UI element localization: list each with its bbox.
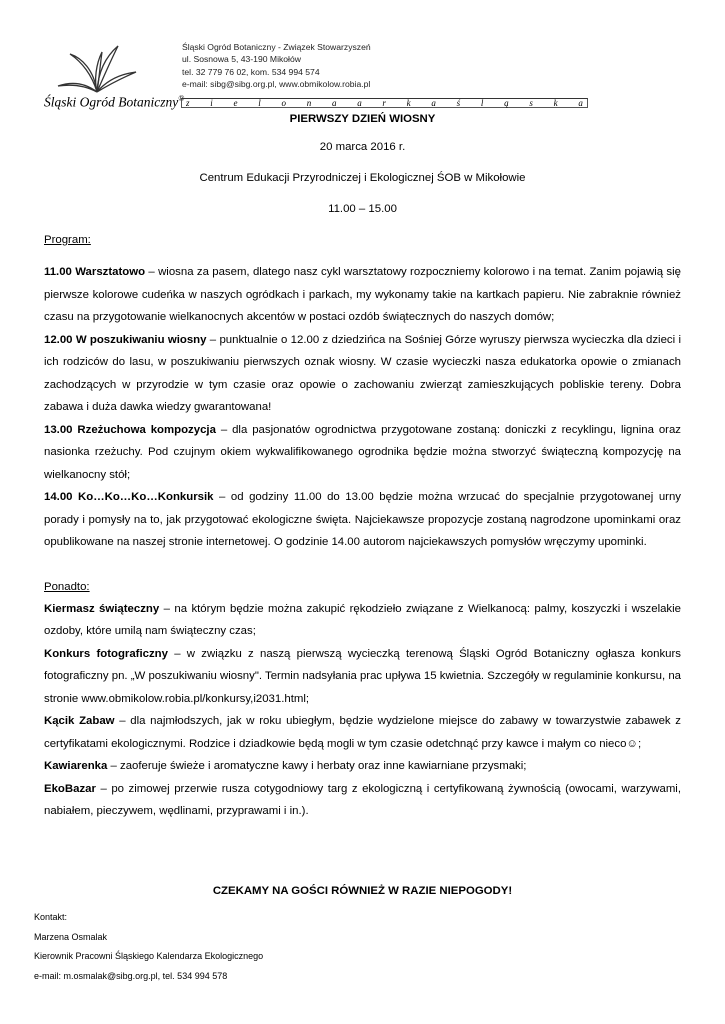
program-item: [44, 419, 681, 487]
motto-bar: [181, 98, 588, 108]
contact-block: [34, 908, 263, 986]
closing-note: CZEKAMY NA GOŚCI RÓWNIEŻ W RAZIE NIEPOGODY!: [212, 885, 513, 897]
extra-item-heading: Konkurs fotograficzny: [44, 647, 168, 660]
extra-item-heading: Kiermasz świąteczny: [44, 602, 160, 615]
motto-letter: e: [233, 98, 238, 108]
extra-item: [44, 710, 681, 755]
program-item-text: – dla pasjonatów ogrodnictwa przygotowane zostaną: doniczki z recyklingu, lignina oraz nasionka rzeżuchy. Pod czujnym okiem wykwalifikowanego ogrodnika będzie można stworzyć świąteczną kompozycję na wielkanocny stół;: [44, 423, 681, 481]
extra-item-heading: Kącik Zabaw: [44, 715, 115, 727]
address-block: [182, 41, 371, 90]
extra-item: [44, 643, 681, 711]
extra-item-text: – w związku z naszą pierwszą wycieczką terenową Śląski Ogród Botaniczny ogłasza konkurs fotograficzny pn. „W poszukiwaniu wiosny". Termin nadsyłania prac upływa 15 kwietnia. Szczegóły w regulaminie konkursu, na stronie www.obmikolow.robia.pl/konkursy,i2031.html;: [44, 647, 681, 705]
program-list: [44, 261, 681, 554]
contact-label: Kontakt:: [34, 912, 68, 922]
extra-item-text: – na którym będzie można zakupić rękodzieło związane z Wielkanocą: palmy, koszyczki i wszelakie ozdoby, które umilą nam świąteczny czas;: [44, 602, 681, 637]
logo-name: Śląski Ogród Botaniczny®: [44, 94, 185, 110]
extra-item-text: – dla najmłodszych, jak w roku ubiegłym, będzie wydzielone miejsce do zabawy w towarzystwie zabawek z certyfikatami ekologicznymi. Rodzice i dziadkowie będą mogli w tym czasie odetchnąć przy kawce i małym co nieco☺;: [44, 715, 681, 750]
program-item-text: – od godziny 11.00 do 13.00 będzie można wrzucać do specjalnie przygotowanej urny porady i pomysły na to, jak przygotować ekologiczne święta. Najciekawsze propozycje zostaną nagrodzone upominkami oraz opublikowane na naszej stronie internetowej. O godzinie 14.00 autorom najciekawszych pomysłów wręczymy upominki.: [44, 491, 681, 548]
program-item-heading: 14.00 Ko…Ko…Ko…Konkursik: [44, 491, 214, 503]
address-line: Śląski Ogród Botaniczny - Związek Stowarzyszeń: [182, 42, 371, 52]
motto-letter: s: [529, 98, 533, 108]
motto-letter: ś: [456, 98, 461, 108]
document-body: [44, 112, 681, 823]
motto-letter: k: [553, 98, 558, 108]
garden-logo: [38, 40, 185, 120]
motto-letter: a: [357, 98, 362, 108]
program-item-heading: 12.00 W poszukiwaniu wiosny: [44, 333, 207, 346]
address-line: ul. Sosnowa 5, 43-190 Mikołów: [182, 54, 301, 65]
contact-details: e-mail: m.osmalak@sibg.org.pl, tel. 534 994 578: [34, 970, 228, 981]
address-line: tel. 32 779 76 02, kom. 534 994 574: [182, 66, 320, 77]
extra-item-heading: EkoBazar: [44, 782, 96, 795]
motto-letter: l: [258, 98, 261, 108]
event-hours: 11.00 – 15.00: [328, 203, 397, 215]
extra-item: [44, 755, 681, 778]
motto-letter: a: [431, 98, 436, 108]
address-line: e-mail: sibg@sibg.org.pl, www.obmikolow.robia.pl: [182, 78, 371, 89]
motto-letter: i: [210, 98, 213, 108]
motto-letter: n: [306, 98, 312, 108]
event-place: Centrum Edukacji Przyrodniczej i Ekologicznej ŚOB w Mikołowie: [199, 172, 526, 184]
motto-letter: o: [281, 98, 286, 108]
program-item-text: – wiosna za pasem, dlatego nasz cykl warsztatowy rozpoczniemy kolorowo i na temat. Zanim pojawią się pierwsze kolorowe cudeńka w naszych ogródkach i parkach, my wykonamy takie na kartkach papieru. Nie zabraknie również czasu na przygotowanie wielkanocnych akcentów w postaci ozdób świątecznych do naszych domów;: [44, 266, 681, 323]
extra-item-heading: Kawiarenka: [44, 760, 108, 772]
motto-letter: k: [406, 98, 411, 108]
letterhead: [0, 0, 725, 118]
motto-letter: l: [480, 98, 484, 108]
program-item: [44, 329, 681, 419]
extra-label: Ponadto:: [44, 580, 90, 593]
motto-letter: z: [186, 98, 190, 108]
program-item-heading: 11.00 Warsztatowo: [44, 266, 146, 278]
contact-name: Marzena Osmalak: [34, 931, 108, 942]
motto-letter: a: [578, 98, 583, 108]
motto-letter: r: [382, 98, 386, 108]
motto-letter: ą: [504, 98, 509, 108]
extra-item: [44, 778, 681, 823]
program-item-text: – punktualnie o 12.00 z dziedzińca na Sośniej Górze wyruszy pierwsza wycieczka dla dzieci i ich rodziców do lasu, w poszukiwaniu pierwszych oznak wiosny. W czasie wycieczki nasza edukatorka opowie o zmianach zachodzących w przyrodzie w tym czasie oraz opowie o zachowaniu zwierząt zamieszkujących pobliskie tereny. Dobra zabawa i duża dawka wiedzy gwarantowana!: [44, 333, 681, 413]
program-item-heading: 13.00 Rzeżuchowa kompozycja: [44, 423, 216, 436]
extra-list: [44, 598, 681, 823]
program-item: [44, 261, 681, 329]
event-date: 20 marca 2016 r.: [319, 141, 406, 153]
extra-item-text: – po zimowej przerwie rusza cotygodniowy targ z ekologiczną i certyfikowaną żywnością (owocami, warzywami, nabiałem, pieczywem, wędlinami, przyprawami i in.).: [44, 782, 681, 817]
extra-item-text: – zaoferuje świeże i aromatyczne kawy i herbaty oraz inne kawiarniane przysmaki;: [107, 760, 527, 772]
motto-letter: a: [331, 98, 337, 108]
program-item: [44, 486, 681, 554]
extra-item: [44, 598, 681, 643]
contact-role: Kierownik Pracowni Śląskiego Kalendarza Ekologicznego: [34, 951, 264, 961]
leaves-logo-icon: [52, 40, 142, 95]
program-label: Program:: [44, 234, 91, 246]
event-title: PIERWSZY DZIEŃ WIOSNY: [289, 113, 436, 125]
